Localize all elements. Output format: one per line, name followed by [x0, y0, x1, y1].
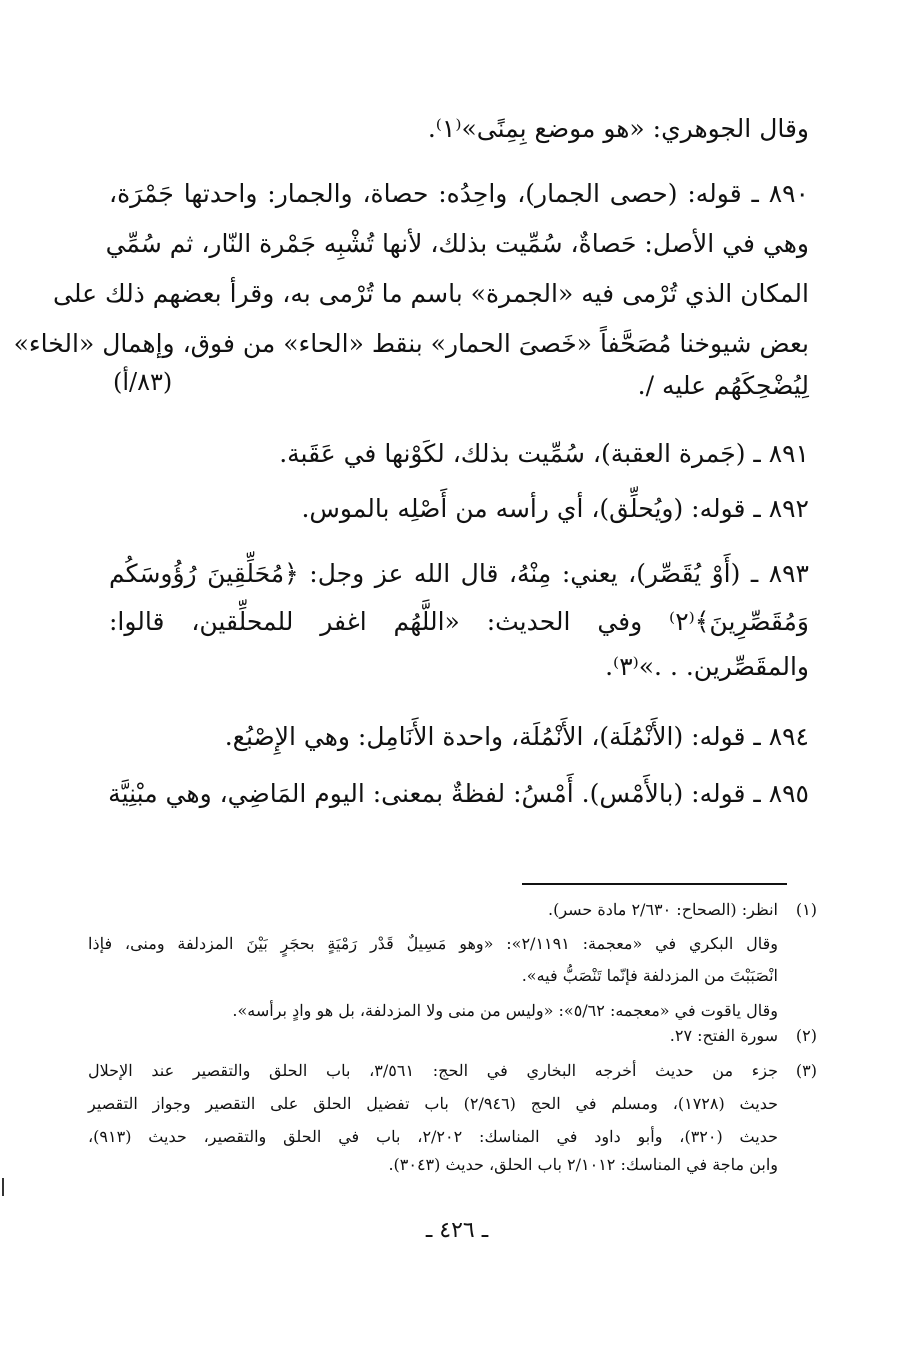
footnote-1-number: (١) — [795, 900, 817, 919]
footnote-2-line-1: سورة الفتح: ٢٧. — [669, 1026, 778, 1045]
entry-890-line-5: لِيُضْحِكَهُم عليه /. — [637, 371, 809, 400]
entry-895: ٨٩٥ ـ قوله: (بالأَمْس). أَمْسُ: لفظةٌ بمعنى: اليوم المَاضِي، وهي مبْنِيَّة — [108, 779, 809, 808]
footnote-2-number: (٢) — [795, 1026, 817, 1045]
folio-reference: (٨٣/أ) — [113, 368, 173, 396]
entry-890-line-1: ٨٩٠ ـ قوله: (حصى الجمار)، واحِدُه: حصاة، والجمار: واحدتها جَمْرَة، — [109, 179, 809, 208]
footnote-3-number: (٣) — [795, 1061, 817, 1080]
entry-893-line-1: ٨٩٣ ـ (أَوْ يُقَصِّر)، يعني: مِنْهُ، قال الله عز وجل: ﴿مُحَلِّقِينَ رُؤُوسَكُم — [109, 559, 809, 588]
intro-line: وقال الجوهري: «هو موضع بِمِنًى»⁽١⁾. — [427, 114, 809, 143]
footnote-1-line-4: وقال ياقوت في «معجمه: ٥/٦٢»: «وليس من منى ولا المزدلفة، بل هو وادٍ برأسه». — [232, 1001, 778, 1020]
page-number: ـ ٤٢٦ ـ — [425, 1218, 489, 1243]
entry-892: ٨٩٢ ـ قوله: (ويُحلِّق)، أي رأسه من أَصْلِه بالموس. — [301, 494, 809, 523]
footnote-1-line-2: وقال البكري في «معجمة: ٢/١١٩١»: «وهو مَسِيلٌ قَدْر رَمْيَةٍ بحجَرٍ بَيْنَ المزدلفة ومنى، فإذا — [88, 934, 779, 953]
footnote-3-line-2: حديث (١٧٢٨)، ومسلم في الحج (٢/٩٤٦) باب تفضيل الحلق على التقصير وجواز التقصير — [88, 1094, 779, 1113]
entry-890-line-4: بعض شيوخنا مُصَحَّفاً «خَصىَ الحمار» بنقط «الحاء» من فوق، وإهمال «الخاء» — [13, 329, 809, 358]
entry-890-line-3: المكان الذي تُرْمى فيه «الجمرة» باسم ما تُرْمى به، وقرأ بعضهم ذلك على — [53, 279, 809, 308]
footnote-3-line-3: حديث (٣٢٠)، وأبو داود في المناسك: ٢/٢٠٢، باب في الحلق والتقصير، حديث (٩١٣)، — [88, 1127, 779, 1146]
footnote-3-line-4: وابن ماجة في المناسك: ٢/١٠١٢ باب الحلق، حديث (٣٠٤٣). — [388, 1155, 778, 1174]
entry-893-line-3: والمقَصِّرين. . .»⁽٣⁾. — [605, 652, 809, 681]
footnote-divider — [522, 883, 787, 885]
footnote-1-line-3: انْصَبَبْتَ من المزدلفة فإنّما تَنْصَبُّ فيه». — [521, 966, 778, 985]
footnote-3-line-1: جزء من حديث أخرجه البخاري في الحج: ٣/٥٦١، باب الحلق والتقصير عند الإحلال — [88, 1061, 778, 1080]
entry-893-line-2: وَمُقَصِّرِينَ﴾⁽٢⁾ وفي الحديث: «اللَّهُم اغفر للمحلِّقين، قالوا: — [109, 607, 809, 636]
entry-890-line-2: وهي في الأصل: حَصاةٌ، سُمِّيت بذلك، لأنها تُشْبِه جَمْرة النّار، ثم سُمِّي — [105, 229, 809, 258]
footnote-1-line-1: انظر: (الصحاح: ٢/٦٣٠ مادة حسر). — [548, 900, 778, 919]
entry-894: ٨٩٤ ـ قوله: (الأَنْمُلَة)، الأَنْمُلَة، واحدة الأَنَامِل: وهي الإِصْبُع. — [224, 722, 809, 751]
entry-891: ٨٩١ ـ (جَمرة العقبة)، سُمِّيت بذلك، لكَوْنها في عَقَبة. — [279, 439, 809, 468]
scan-edge-mark — [2, 1178, 4, 1196]
